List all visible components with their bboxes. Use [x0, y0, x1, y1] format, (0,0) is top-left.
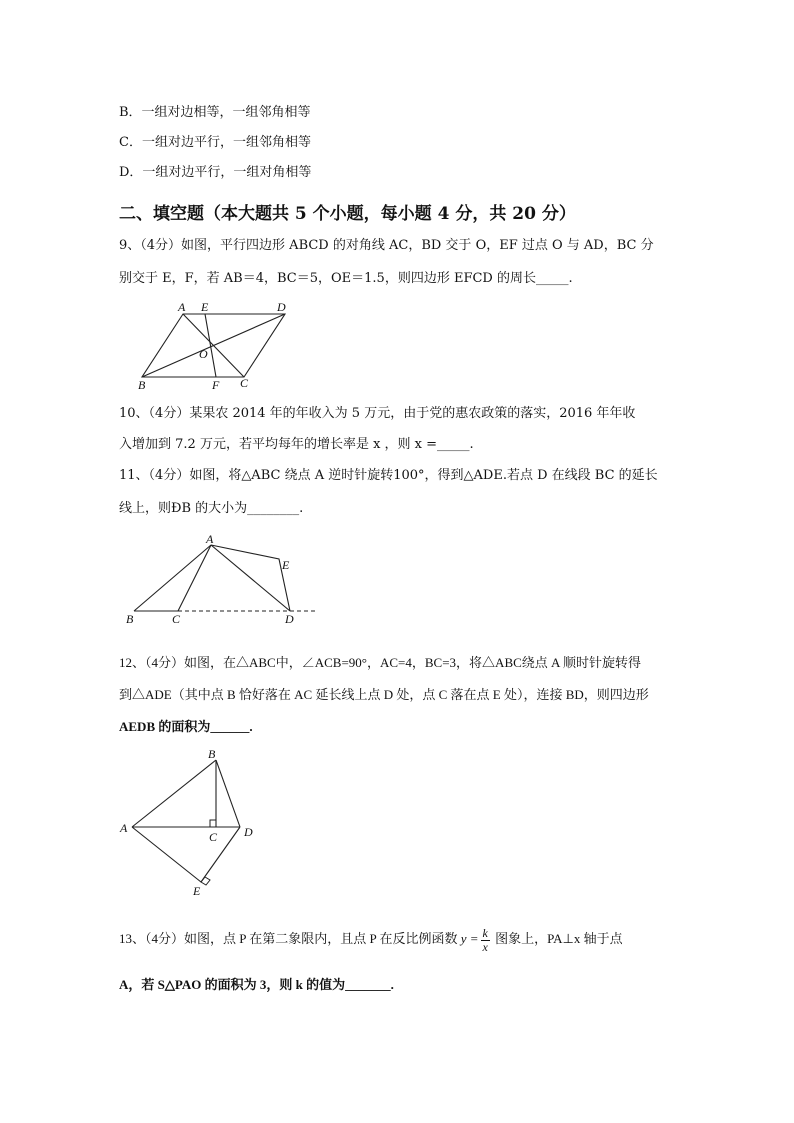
q9-label-f: F [212, 378, 220, 392]
q12-text-line3: AEDB 的面积为______. [119, 719, 253, 734]
q13-fraction-numerator: k [482, 925, 488, 940]
q11-rotation-figure [122, 532, 322, 632]
q12-label-d: D [244, 825, 253, 839]
q11-text-line2: 线上，则ÐB 的大小为________. [119, 501, 304, 516]
q12-label-b: B [208, 747, 216, 761]
q12-label-c: C [209, 830, 218, 844]
q11-label-e: E [282, 558, 290, 572]
q11-label-b: B [126, 612, 134, 626]
q13-text-line1 [119, 922, 623, 956]
q13-prefix: 13、（4分）如图，点 P 在第二象限内，且点 P 在反比例函数 [119, 931, 461, 946]
q10-text-line2: 入增加到 7.2 万元，若平均每年的增长率是 x ，则 x =_____. [119, 437, 474, 452]
q9-label-a: A [178, 300, 186, 314]
option-b: B．一组对边相等，一组邻角相等 [119, 105, 311, 120]
q11-label-d: D [285, 612, 294, 626]
option-d: D．一组对边平行，一组对角相等 [119, 165, 312, 180]
q10-text-line1: 10、（4分）某果农 2014 年的年收入为 5 万元，由于党的惠农政策的落实，2016 年年收 [119, 406, 636, 421]
q11-label-c: C [172, 612, 181, 626]
q12-text-line2: 到△ADE（其中点 B 恰好落在 AC 延长线上点 D 处，点 C 落在点 E 处），连接 BD，则四边形 [119, 687, 649, 702]
q13-suffix: 图象上，PA⊥x 轴于点 [491, 931, 623, 946]
section-title: 二、填空题（本大题共 5 个小题，每小题 4 分，共 20 分） [119, 204, 576, 224]
q9-text-line2: 别交于 E，F，若 AB＝4，BC＝5，OE＝1.5，则四边形 EFCD 的周长_____. [119, 271, 573, 286]
q13-text-line2: A，若 S△PAO 的面积为 3，则 k 的值为_______. [119, 977, 394, 992]
q12-text-line1: 12、（4分）如图，在△ABC中，∠ACB=90°，AC=4，BC=3，将△ABC绕点 A 顺时针旋转得 [119, 655, 641, 670]
q11-label-a: A [206, 532, 214, 546]
option-c: C．一组对边平行，一组邻角相等 [119, 135, 311, 150]
q11-text-line1: 11、（4分）如图，将△ABC 绕点 A 逆时针旋转100°，得到△ADE.若点 D 在线段 BC 的延长 [119, 468, 658, 483]
q13-fraction-denominator: x [482, 939, 488, 954]
q9-parallelogram-figure [130, 298, 300, 393]
q13-fraction [481, 927, 490, 954]
q9-label-o: O [199, 347, 208, 361]
q9-label-b: B [138, 378, 146, 392]
q12-label-a: A [120, 821, 128, 835]
q13-function-y: y = [460, 931, 479, 946]
q12-quadrilateral-figure [115, 745, 265, 898]
q12-label-e: E [193, 884, 201, 898]
q9-label-e: E [201, 300, 209, 314]
q9-label-d: D [277, 300, 286, 314]
q9-label-c: C [240, 376, 249, 390]
q9-text-line1: 9、（4分）如图，平行四边形 ABCD 的对角线 AC，BD 交于 O，EF 过点 O 与 AD，BC 分 [119, 238, 654, 253]
